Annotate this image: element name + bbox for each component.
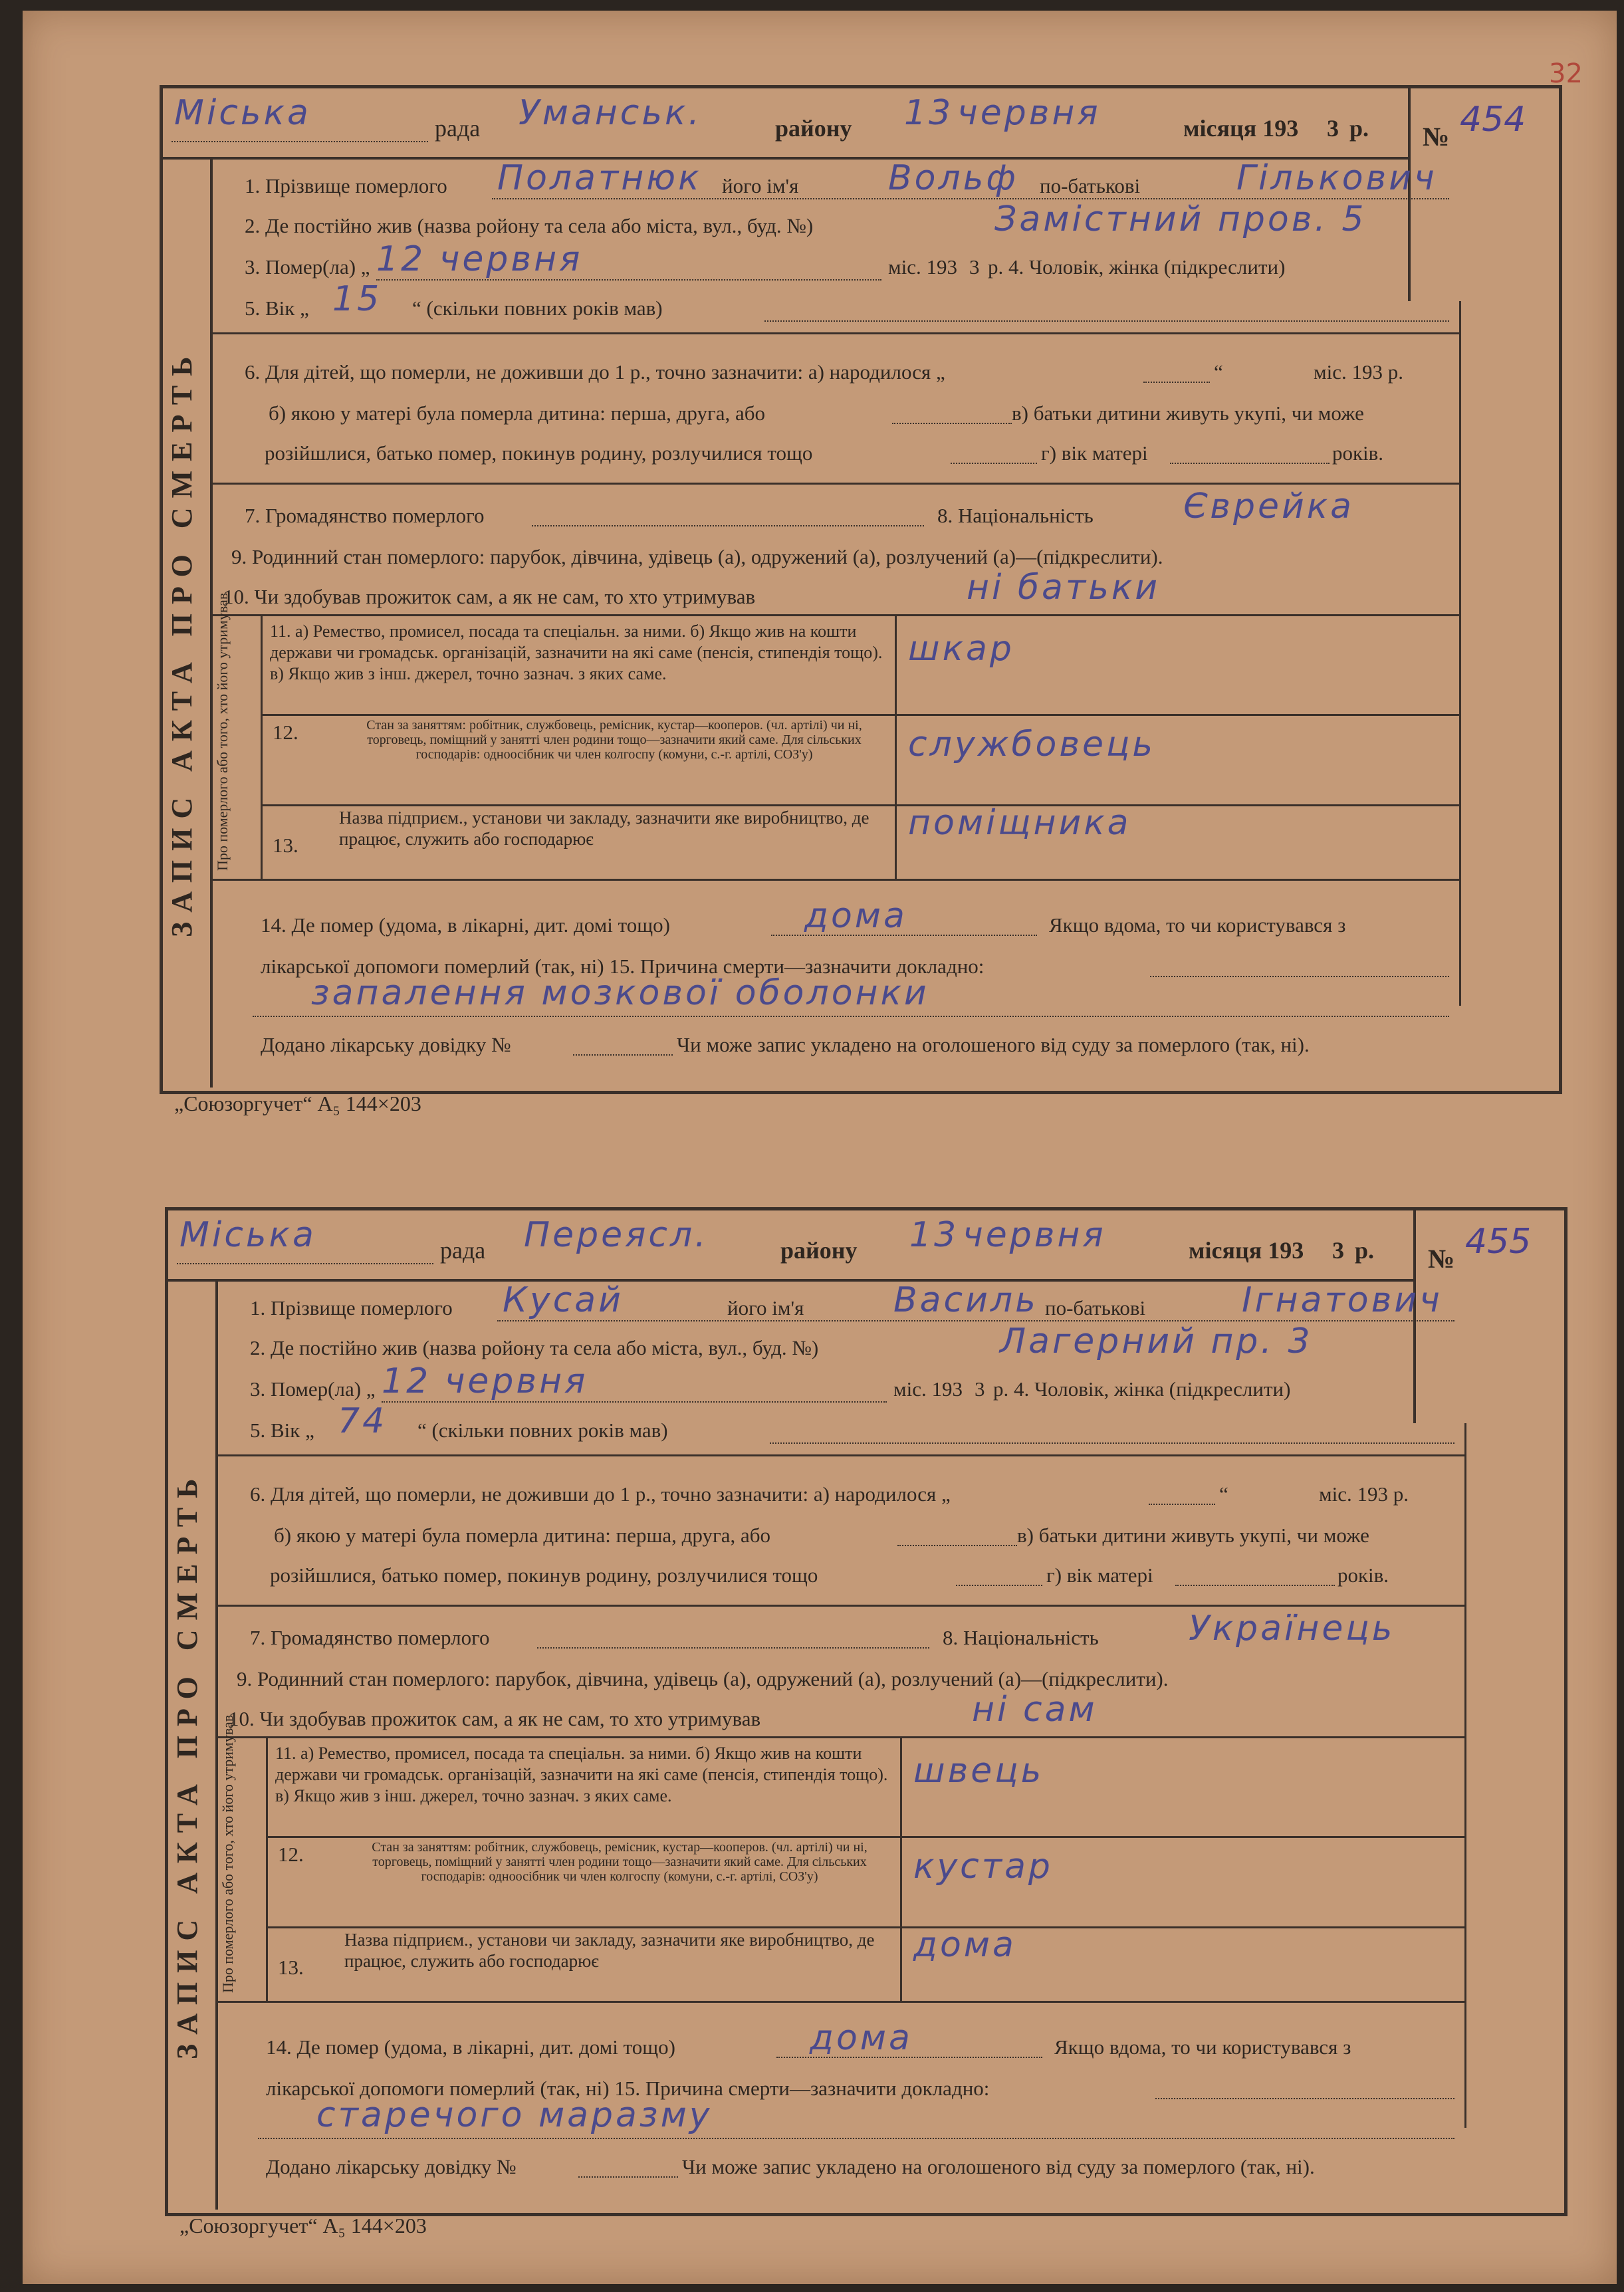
label-years: років. (1337, 1563, 1389, 1587)
nationality-value: Єврейка (1183, 487, 1355, 526)
label-marital: 9. Родинний стан померлого: парубок, дівчина, удівець (а), одружений (а), розлучений (а)—(підкреслити). (231, 545, 1163, 568)
place-of-death-value: дома (810, 2018, 913, 2058)
workplace-value: поміщника (908, 803, 1131, 843)
label-row12-num: 12. (273, 721, 298, 744)
section-divider (218, 1736, 1464, 1738)
side-title: ЗАПИС АКТА ПРО СМЕРТЬ (166, 347, 198, 937)
label-no: № (1423, 122, 1450, 152)
row3-dots (376, 279, 881, 281)
form-footer: „Союзоргучет“ А₅ 144×203 (174, 1091, 421, 1115)
section-divider (218, 1605, 1464, 1607)
label-name: його ім'я (727, 1296, 804, 1319)
surname-value: Кусай (503, 1280, 624, 1320)
label-marital: 9. Родинний стан померлого: парубок, дівчина, удівець (а), одружений (а), розлучений (а)—(підкреслити). (237, 1667, 1169, 1690)
death-date-value: 12 червня (382, 1361, 588, 1401)
death-year-digit: 3 (969, 255, 980, 279)
side-subtitle: Про померлого або того, хто його утримував (219, 1714, 236, 1993)
side-column-border (210, 157, 213, 1088)
label-rada: рада (440, 1237, 486, 1264)
label-parents-status: розійшлися, батько помер, покинув родину, розлучилися тощо (265, 441, 813, 465)
surname-value: Полатнюк (497, 158, 702, 198)
label-rayonu: району (780, 1237, 858, 1264)
section-divider (218, 2001, 1464, 2003)
death-record-card-2 (5, 1122, 1624, 2292)
label-surname: 1. Прізвище померлого (250, 1296, 453, 1319)
council-dots (177, 1263, 433, 1264)
label-died: 3. Помер(ла) „ (250, 1377, 376, 1401)
occupation-col-border (261, 614, 263, 880)
label-age: 5. Вік „ (245, 296, 309, 320)
label-no: № (1428, 1244, 1455, 1274)
label-child-order: б) якою у матері була померла дитина: перша, друга, або (269, 401, 765, 425)
cause-value: запалення мозкової оболонки (311, 973, 929, 1013)
label-child-order: б) якою у матері була померла дитина: перша, друга, або (274, 1524, 770, 1547)
label-r: р. (1355, 1237, 1375, 1264)
label-support: 10. Чи здобував прожиток сам, а як не сам, то хто утримував (223, 585, 756, 608)
label-citizenship: 7. Громадянство померлого (245, 504, 485, 527)
occupation-value: швець (913, 1751, 1044, 1791)
label-mother-age: г) вік матері (1041, 441, 1148, 465)
row6c-dots (951, 463, 1037, 464)
row-divider (266, 1926, 1466, 1928)
label-occupation-status: Стан за заняттям: робітник, службовець, ремісник, кустар—кооперов. (чл. артілі) чи ні, торговець, поміщний у занятті член родини тощо—зазначити який саме. Для сільських господарів: одноосібник чи член колгоспу (комуни, с.-г. артілі, СОЗ'у) (366, 718, 862, 762)
label-parents: в) батьки дитини живуть укупі, чи може (1012, 401, 1364, 425)
cause-dots (258, 2138, 1454, 2139)
section-divider (218, 1454, 1464, 1456)
right-inner-border (1459, 301, 1461, 1006)
section-divider (213, 332, 1459, 334)
label-rayonu: району (775, 115, 852, 142)
occupation-col-border (266, 1736, 268, 2002)
place-of-death-value: дома (804, 896, 907, 936)
label-child-quote: “ (1214, 360, 1223, 384)
occupation-value: шкар (908, 629, 1014, 669)
row6b-dots (897, 1545, 1017, 1546)
row6c-dots (956, 1585, 1042, 1586)
workplace-value: дома (913, 1925, 1016, 1965)
month-value: червня (957, 93, 1101, 133)
label-r: р. (1349, 115, 1369, 142)
year-digit: 3 (1332, 1237, 1344, 1264)
corner-page-mark: 32 (1549, 58, 1583, 89)
row7-dots (537, 1647, 929, 1649)
side-column-border (215, 1279, 218, 2210)
row15-dots (1155, 2098, 1454, 2099)
section-divider (213, 879, 1459, 881)
council-value: Міська (179, 1215, 316, 1255)
label-years: років. (1332, 441, 1384, 465)
record-number: 455 (1465, 1222, 1532, 1262)
label-sex: р. 4. Чоловік, жінка (підкреслити) (993, 1377, 1291, 1401)
label-occupation: 11. а) Ремество, промисел, посада та спеціальн. за ними. б) Якщо жив на кошти держави чи громадськ. організацій, зазначити на які саме (пенсія, стипендія тощо). в) Якщо жив з інш. джерел, точно зазнач. з яких саме. (270, 622, 883, 683)
side-subtitle: Про померлого або того, хто його утримував (214, 592, 231, 871)
row15-dots (1150, 976, 1449, 977)
row6d-dots (1170, 463, 1330, 464)
label-child-born: 6. Для дітей, що померли, не доживши до 1 р., точно зазначити: а) народилося „ (250, 1482, 951, 1506)
occupation-value-border (900, 1736, 902, 2002)
label-place-of-death: 14. Де помер (удома, в лікарні, дит. домі тощо) (266, 2035, 675, 2059)
label-child-month: міс. 193 р. (1319, 1482, 1409, 1506)
death-date-value: 12 червня (376, 239, 583, 279)
label-court: Чи може запис укладено на оголошеного від суду за померлого (так, ні). (682, 2155, 1315, 2178)
label-workplace: Назва підприєм., установи чи закладу, зазначити яке виробництво, де працює, служить або господарює (344, 1930, 875, 1971)
address-value: Замістний пров. 5 (994, 199, 1367, 239)
row5-dots (770, 1442, 1454, 1444)
section-divider (213, 614, 1459, 616)
label-died: 3. Помер(ла) „ (245, 255, 370, 279)
record-number: 454 (1460, 100, 1526, 140)
address-value: Лагерний пр. 3 (1000, 1321, 1313, 1361)
patronymic-value: Ігнатович (1242, 1280, 1443, 1320)
occupation-value-border (895, 614, 897, 880)
nationality-value: Українець (1189, 1609, 1395, 1649)
row-divider (266, 1836, 1466, 1838)
row14-dots (771, 935, 1037, 936)
cause-dots (253, 1016, 1449, 1017)
label-medical-cert: Додано лікарську довідку № (266, 2155, 517, 2178)
label-nationality: 8. Національність (937, 504, 1094, 527)
label-mother-age: г) вік матері (1046, 1563, 1153, 1587)
label-cause: лікарської допомоги померлий (так, ні) 15. Причина смерти—зазначити докладно: (266, 2077, 990, 2100)
label-age-note: “ (скільки повних років мав) (417, 1419, 668, 1442)
label-surname: 1. Прізвище померлого (245, 174, 447, 197)
side-title: ЗАПИС АКТА ПРО СМЕРТЬ (171, 1469, 203, 2059)
council-dots (172, 141, 428, 142)
row6b-dots (892, 423, 1012, 424)
label-cause: лікарської допомоги померлий (так, ні) 15. Причина смерти—зазначити докладно: (261, 955, 985, 978)
label-child-born: 6. Для дітей, що померли, не доживши до 1 р., точно зазначити: а) народилося „ (245, 360, 945, 384)
support-value: ні батьки (967, 568, 1161, 608)
day-value: 13 (909, 1215, 959, 1255)
form-footer: „Союзоргучет“ А₅ 144×203 (179, 2214, 427, 2237)
label-address: 2. Де постійно жив (назва ройону та села або міста, вул., буд. №) (250, 1336, 819, 1359)
label-age: 5. Вік „ (250, 1419, 314, 1442)
row-divider (261, 804, 1460, 806)
label-court: Чи може запис укладено на оголошеного від суду за померлого (так, ні). (677, 1033, 1310, 1056)
label-death-month: міс. 193 (888, 255, 957, 279)
header-divider (163, 157, 1410, 160)
right-inner-border (1464, 1423, 1466, 2128)
label-row13-num: 13. (278, 1956, 304, 1979)
row3-dots (382, 1401, 887, 1403)
label-support: 10. Чи здобував прожиток сам, а як не сам, то хто утримував (229, 1707, 761, 1730)
status-value: службовець (908, 725, 1156, 764)
death-year-digit: 3 (975, 1377, 985, 1401)
label-medical-cert: Додано лікарську довідку № (261, 1033, 511, 1056)
label-child-month: міс. 193 р. (1314, 360, 1403, 384)
label-month-year: місяця 193 (1189, 1237, 1304, 1264)
label-row12-num: 12. (278, 1843, 304, 1866)
council-value: Міська (174, 93, 311, 133)
label-month-year: місяця 193 (1183, 115, 1299, 142)
label-name: його ім'я (722, 174, 799, 197)
label-death-month: міс. 193 (893, 1377, 963, 1401)
label-home-care: Якщо вдома, то чи користувався з (1054, 2035, 1351, 2059)
label-parents: в) батьки дитини живуть укупі, чи може (1017, 1524, 1369, 1547)
status-value: кустар (913, 1847, 1053, 1887)
label-workplace: Назва підприєм., установи чи закладу, зазначити яке виробництво, де працює, служить або господарює (339, 808, 870, 849)
label-patronymic: по-батькові (1040, 174, 1141, 197)
row14-dots (776, 2057, 1042, 2058)
label-place-of-death: 14. Де помер (удома, в лікарні, дит. домі тощо) (261, 913, 670, 937)
row16-dots (578, 2176, 678, 2178)
label-patronymic: по-батькові (1045, 1296, 1146, 1319)
row5-dots (764, 320, 1449, 322)
age-value: 15 (332, 279, 382, 319)
district-value: Уманськ. (519, 93, 702, 133)
label-sex: р. 4. Чоловік, жінка (підкреслити) (988, 255, 1286, 279)
label-nationality: 8. Національність (943, 1626, 1099, 1649)
label-parents-status: розійшлися, батько помер, покинув родину, розлучилися тощо (270, 1563, 818, 1587)
label-age-note: “ (скільки повних років мав) (412, 296, 663, 320)
label-occupation-status: Стан за заняттям: робітник, службовець, ремісник, кустар—кооперов. (чл. артілі) чи ні, торговець, поміщний у занятті член родини тощо—зазначити який саме. Для сільських господарів: одноосібник чи член колгоспу (комуни, с.-г. артілі, СОЗ'у) (372, 1840, 868, 1884)
row7-dots (532, 525, 924, 526)
row16-dots (573, 1054, 673, 1056)
label-home-care: Якщо вдома, то чи користувався з (1049, 913, 1346, 937)
month-value: червня (963, 1215, 1106, 1255)
header-divider (168, 1279, 1415, 1282)
section-divider (213, 483, 1459, 485)
label-citizenship: 7. Громадянство померлого (250, 1626, 490, 1649)
row6d-dots (1175, 1585, 1335, 1586)
age-value: 74 (338, 1401, 388, 1441)
district-value: Переясл. (524, 1215, 709, 1255)
day-value: 13 (904, 93, 954, 133)
label-occupation: 11. а) Ремество, промисел, посада та спеціальн. за ними. б) Якщо жив на кошти держави чи громадськ. організацій, зазначити на які саме (пенсія, стипендія тощо). в) Якщо жив з інш. джерел, точно зазнач. з яких саме. (275, 1744, 888, 1805)
label-address: 2. Де постійно жив (назва ройону та села або міста, вул., буд. №) (245, 214, 814, 237)
label-row13-num: 13. (273, 834, 298, 857)
row-divider (261, 714, 1460, 716)
name-value: Василь (893, 1280, 1038, 1320)
label-child-quote: “ (1219, 1482, 1228, 1506)
row6-dots (1143, 382, 1210, 383)
name-value: Вольф (888, 158, 1018, 198)
support-value: ні сам (972, 1690, 1098, 1730)
label-rada: рада (435, 115, 481, 142)
year-digit: 3 (1327, 115, 1339, 142)
patronymic-value: Гількович (1236, 158, 1437, 198)
row6-dots (1149, 1504, 1215, 1505)
cause-value: старечого маразму (316, 2095, 713, 2135)
